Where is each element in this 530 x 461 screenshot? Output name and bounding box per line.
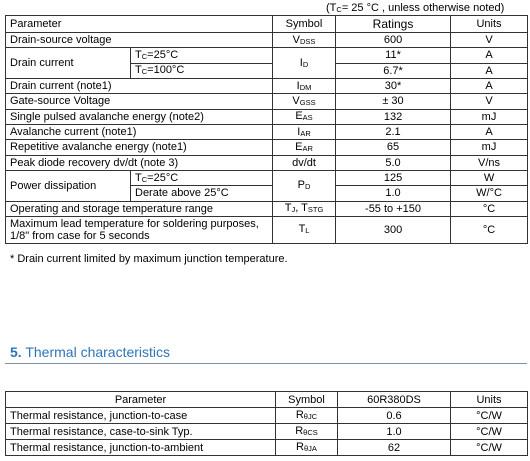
parameter-cell: Thermal resistance, case-to-sink Typ. (6, 424, 276, 440)
note-rest: = 25 °C , unless otherwise noted) (341, 2, 505, 14)
condition-rest: =100°C (147, 64, 185, 77)
symbol-main-2: , T (295, 202, 308, 215)
ratings-row (6, 124, 528, 139)
symbol-subscript: DM (299, 82, 312, 92)
symbol-cell (273, 94, 336, 109)
header-parameter: Parameter (6, 392, 276, 408)
condition-subscript: C (141, 51, 148, 61)
header-symbol: Symbol (276, 392, 338, 408)
symbol-main: I (299, 56, 303, 69)
parameter-cell: Operating and storage temperature range (6, 201, 273, 216)
parameter-line: 1/8" from case for 5 seconds (10, 229, 150, 242)
header-ratings: Ratings (336, 16, 451, 33)
section-divider (5, 363, 527, 364)
unit-cell: A (451, 78, 528, 93)
parameter-line: Maximum lead temperature for soldering purposes, (10, 217, 259, 230)
parameter-cell: Peak diode recovery dv/dt (note 3) (6, 155, 273, 170)
rating-value-cell: -55 to +150 (336, 201, 451, 216)
rating-value-cell: 6.7* (336, 63, 451, 78)
parameter-cell: Thermal resistance, junction-to-ambient (6, 440, 276, 456)
condition-cell (131, 170, 273, 185)
footnote: * Drain current limited by maximum junction temperature. (10, 253, 288, 265)
symbol-subscript: θCS (303, 428, 318, 437)
header-parameter: Parameter (6, 16, 273, 33)
unit-cell: mJ (451, 109, 528, 124)
rating-value-cell: 11* (336, 48, 451, 63)
symbol-cell (273, 33, 336, 48)
symbol-cell (276, 440, 338, 456)
parameter-cell: Power dissipation (6, 170, 131, 201)
note-open: (T (326, 2, 337, 14)
unit-cell: °C/W (451, 440, 528, 456)
unit-cell: V (451, 33, 528, 48)
symbol-main: E (295, 110, 303, 123)
symbol-main: V (292, 33, 300, 46)
symbol-cell (273, 124, 336, 139)
header-symbol: Symbol (273, 16, 336, 33)
symbol-subscript: AR (302, 143, 313, 153)
symbol-subscript: AS (302, 113, 313, 123)
parameter-cell: Thermal resistance, junction-to-case (6, 408, 276, 424)
parameter-cell: Drain-source voltage (6, 33, 273, 48)
symbol-main: T (284, 202, 292, 215)
symbol-subscript: L (305, 226, 310, 236)
parameter-cell: Repetitive avalanche energy (note1) (6, 140, 273, 155)
symbol-main: V (292, 94, 300, 107)
rating-value-cell: 30* (336, 78, 451, 93)
unit-cell: V/ns (451, 155, 528, 170)
symbol-main: R (296, 441, 304, 453)
symbol-main: R (295, 409, 304, 421)
symbol-cell (273, 140, 336, 155)
rating-value-cell: ± 30 (336, 94, 451, 109)
note-subscript: C (336, 5, 342, 14)
symbol-main: T (298, 223, 306, 236)
ratings-row (6, 78, 528, 93)
unit-cell: °C (451, 216, 528, 243)
parameter-cell: Single pulsed avalanche energy (note2) (6, 109, 273, 124)
symbol-subscript: D (302, 59, 309, 69)
ratings-row (6, 48, 528, 63)
section-number: 5. (10, 344, 22, 360)
condition-subscript: C (141, 67, 148, 77)
value-cell: 0.6 (338, 408, 451, 424)
condition-text: T (135, 171, 142, 184)
value-cell: 62 (338, 440, 451, 456)
rating-value-cell: 300 (336, 216, 451, 243)
symbol-subscript: θJC (303, 412, 318, 421)
condition-rest: =25°C (147, 48, 179, 61)
ratings-row (6, 33, 528, 48)
condition-text: T (135, 64, 142, 77)
thermal-header-row (6, 392, 528, 408)
header-units: Units (451, 16, 528, 33)
symbol-cell (273, 201, 336, 216)
absolute-maximum-ratings-table (5, 15, 528, 244)
rating-value-cell: 600 (336, 33, 451, 48)
parameter-cell (6, 216, 273, 243)
symbol-main: I (297, 125, 301, 138)
symbol-subscript: J (291, 205, 296, 215)
symbol-subscript: GSS (299, 97, 316, 107)
rating-value-cell: 5.0 (336, 155, 451, 170)
condition-cell (131, 63, 273, 78)
ratings-row (6, 94, 528, 109)
parameter-cell: Drain current (6, 48, 131, 79)
unit-cell: °C/W (451, 408, 528, 424)
symbol-cell (276, 424, 338, 440)
header-part-number: 60R380DS (338, 392, 451, 408)
section-title: Thermal characteristics (25, 344, 171, 360)
unit-cell: A (451, 124, 528, 139)
ratings-row (6, 201, 528, 216)
condition-text: T (135, 48, 142, 61)
unit-cell: °C/W (451, 424, 528, 440)
rating-value-cell: 2.1 (336, 124, 451, 139)
rating-value-cell: 125 (336, 170, 451, 185)
unit-cell: V (451, 94, 528, 109)
test-conditions-note (326, 2, 504, 15)
rating-value-cell: 1.0 (336, 186, 451, 201)
condition-cell (131, 48, 273, 63)
symbol-subscript-2: STG (307, 205, 324, 215)
unit-cell: A (451, 48, 528, 63)
section-heading-thermal (10, 343, 170, 361)
ratings-row (6, 216, 528, 243)
symbol-cell (273, 78, 336, 93)
symbol-subscript: AR (300, 128, 311, 138)
symbol-main: dv/dt (292, 156, 316, 169)
unit-cell: °C (451, 201, 528, 216)
unit-cell: A (451, 63, 528, 78)
symbol-main: I (296, 79, 300, 92)
value-cell: 1.0 (338, 424, 451, 440)
rating-value-cell: 132 (336, 109, 451, 124)
thermal-row (6, 408, 528, 424)
thermal-row (6, 440, 528, 456)
ratings-row (6, 170, 528, 185)
condition-cell: Derate above 25°C (131, 186, 273, 201)
symbol-subscript: θJA (304, 444, 317, 453)
symbol-cell (273, 170, 336, 201)
parameter-cell: Avalanche current (note1) (6, 124, 273, 139)
header-units: Units (451, 392, 528, 408)
symbol-cell (273, 216, 336, 243)
condition-subscript: C (141, 174, 148, 184)
symbol-cell (273, 48, 336, 79)
parameter-cell: Drain current (note1) (6, 78, 273, 93)
symbol-cell (276, 408, 338, 424)
ratings-row (6, 155, 528, 170)
ratings-row (6, 109, 528, 124)
thermal-characteristics-table (5, 391, 528, 456)
symbol-main: P (297, 179, 305, 192)
unit-cell: W/°C (451, 186, 528, 201)
condition-rest: =25°C (147, 171, 179, 184)
symbol-cell (273, 109, 336, 124)
parameter-cell: Gate-source Voltage (6, 94, 273, 109)
unit-cell: W (451, 170, 528, 185)
symbol-main: R (295, 425, 304, 437)
symbol-subscript: D (304, 182, 311, 192)
symbol-subscript: DSS (299, 36, 316, 46)
ratings-row (6, 140, 528, 155)
symbol-main: E (295, 140, 303, 153)
thermal-row (6, 424, 528, 440)
rating-value-cell: 65 (336, 140, 451, 155)
ratings-header-row (6, 16, 528, 33)
unit-cell: mJ (451, 140, 528, 155)
symbol-cell (273, 155, 336, 170)
